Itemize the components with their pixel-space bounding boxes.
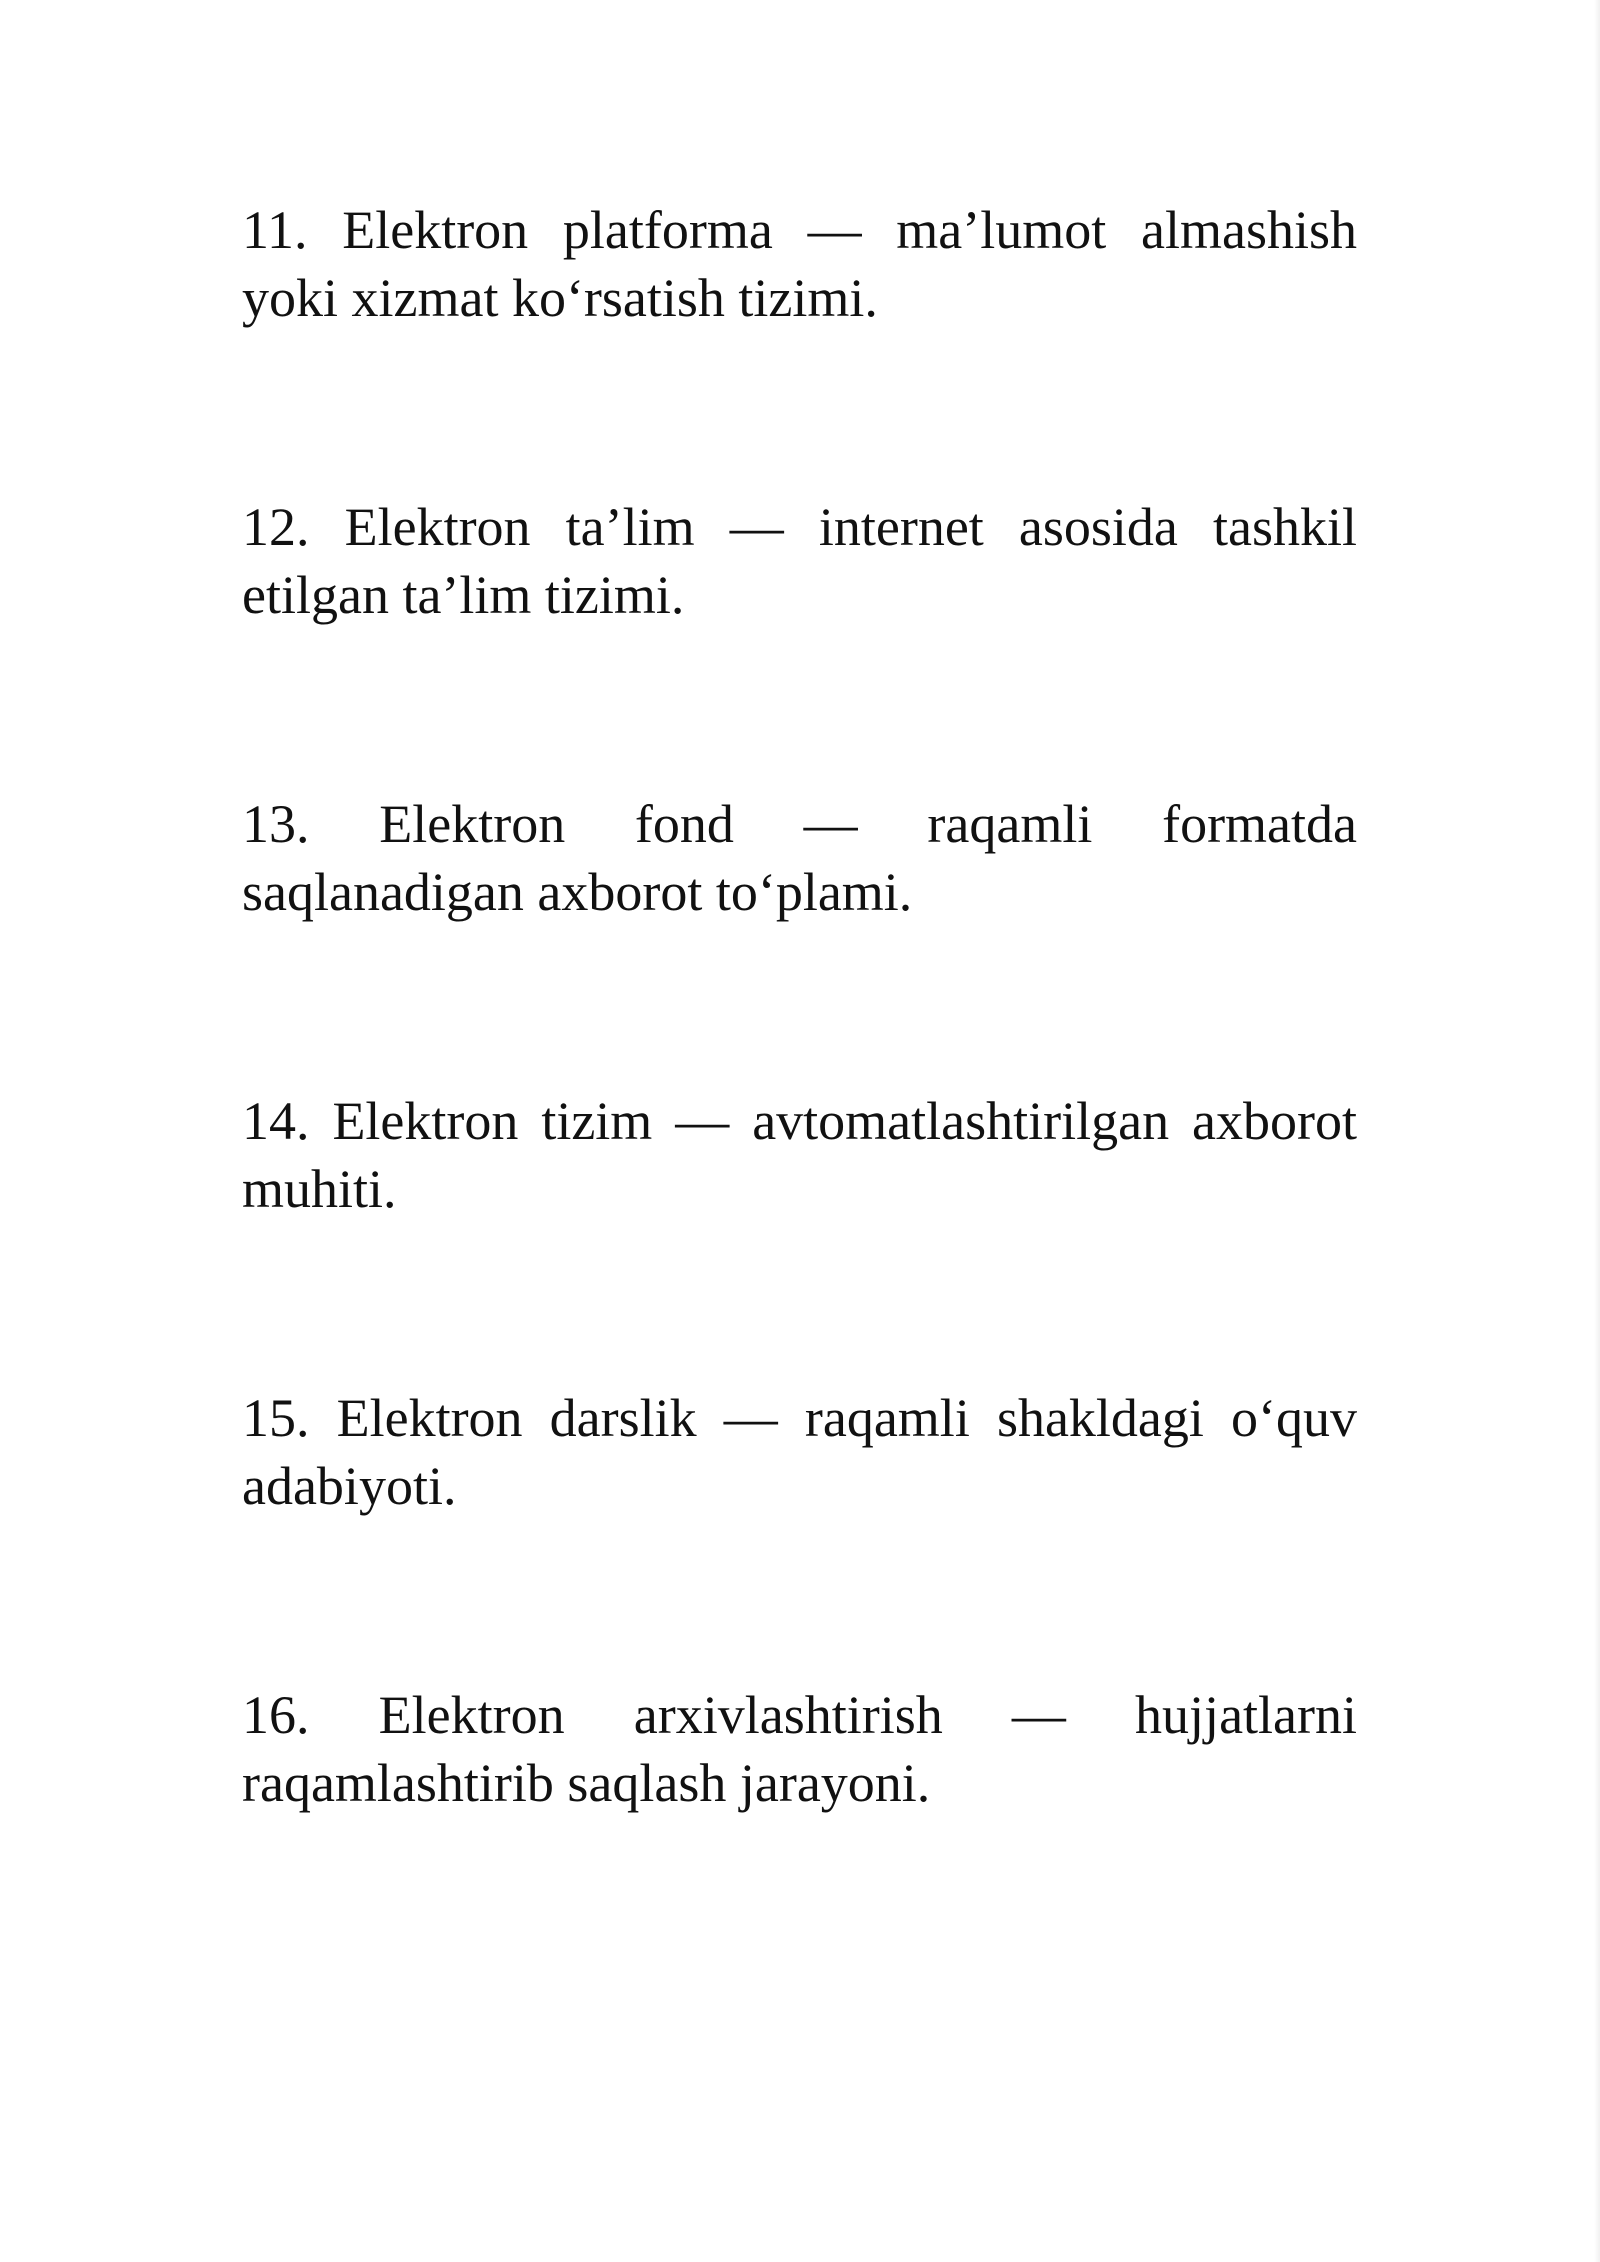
definition-item-13: 13. Elektron fond — raqamli formatda saqlanadigan axborot to‘plami.: [242, 794, 1357, 922]
page-edge: [1594, 0, 1600, 2262]
definition-item-12: 12. Elektron ta’lim — internet asosida tashkil etilgan ta’lim tizimi.: [242, 497, 1357, 625]
definition-item-14: 14. Elektron tizim — avtomatlashtirilgan axborot muhiti.: [242, 1091, 1357, 1219]
definition-item-11: 11. Elektron platforma — ma’lumot almashish yoki xizmat ko‘rsatish tizimi.: [242, 200, 1357, 328]
definition-item-16: 16. Elektron arxivlashtirish — hujjatlarni raqamlashtirib saqlash jarayoni.: [242, 1685, 1357, 1813]
definition-item-15: 15. Elektron darslik — raqamli shakldagi o‘quv adabiyoti.: [242, 1388, 1357, 1516]
